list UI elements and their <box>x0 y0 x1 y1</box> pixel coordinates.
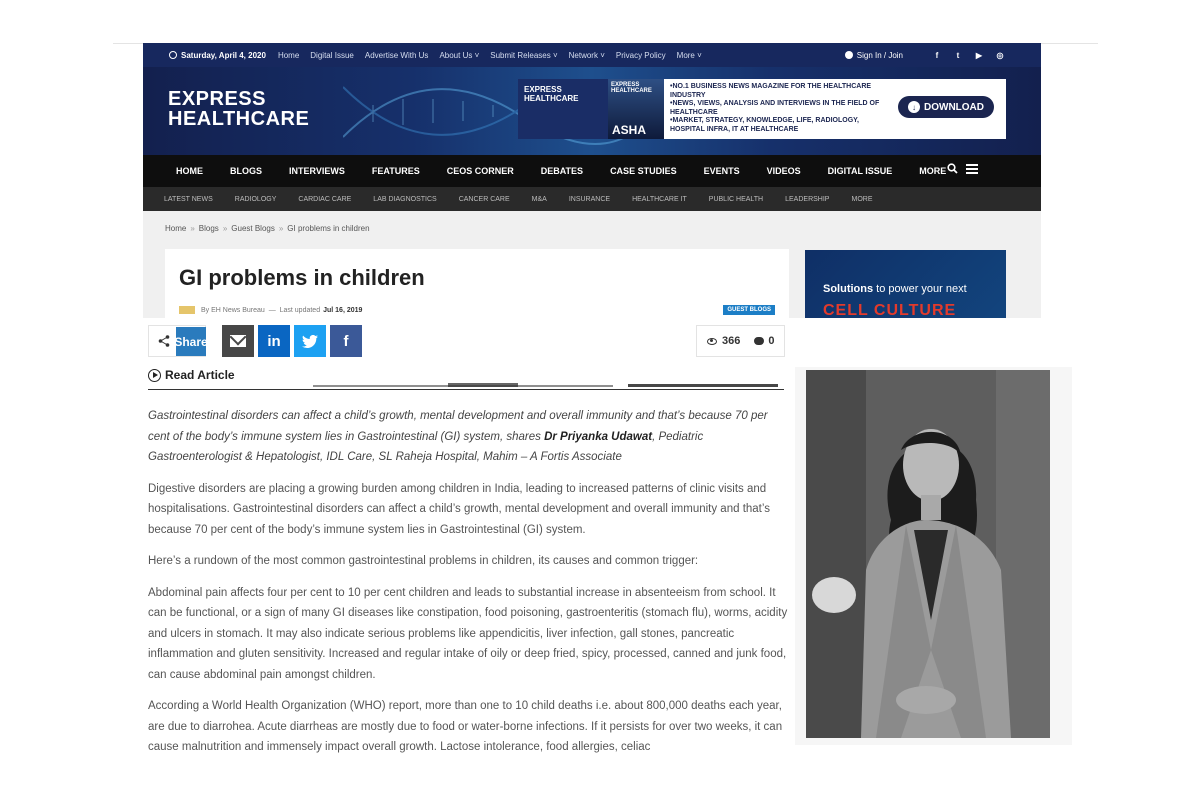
facebook-icon[interactable]: f <box>935 50 939 60</box>
subnav-insurance[interactable]: INSURANCE <box>568 195 611 203</box>
sidebar-ad-rest: to power your next <box>873 283 967 295</box>
download-label: DOWNLOAD <box>924 101 984 113</box>
breadcrumb-separator: » <box>190 224 195 233</box>
share-button[interactable] <box>148 325 206 357</box>
ad-brand-line-2: HEALTHCARE <box>524 94 579 103</box>
download-arrow-icon: ↓ <box>908 101 920 113</box>
category-tag[interactable]: GUEST BLOGS <box>723 305 775 315</box>
site-header <box>143 43 1041 318</box>
breadcrumb-guest-blogs[interactable]: Guest Blogs <box>231 224 275 233</box>
breadcrumb-separator: » <box>222 224 228 233</box>
magazine-cover <box>608 79 664 139</box>
sidebar-ad-headline: CELL CULTURE <box>823 302 957 318</box>
subnav-cardiac-care[interactable]: CARDIAC CARE <box>298 195 352 203</box>
cover-name: ASHA <box>612 123 647 137</box>
subnav-latest-news[interactable]: LATEST NEWS <box>164 195 213 203</box>
date-text: Saturday, April 4, 2020 <box>181 50 266 60</box>
search-icon[interactable] <box>947 163 958 174</box>
subnav-m-and-a[interactable]: M&A <box>531 195 547 203</box>
instagram-icon[interactable]: ◎ <box>996 50 1004 60</box>
article-header <box>165 249 789 318</box>
sidebar-ad-bold: Solutions <box>823 283 874 295</box>
breadcrumb <box>165 224 374 233</box>
user-icon <box>845 51 853 59</box>
ad-brand-line-1: EXPRESS <box>524 85 562 94</box>
author-logo <box>179 306 195 314</box>
share-label: Share <box>176 327 206 356</box>
portrait-image <box>806 370 1050 738</box>
nav-more[interactable]: MORE <box>919 166 947 176</box>
article-lead <box>148 406 788 468</box>
top-nav-digital-issue[interactable]: Digital Issue <box>310 50 354 60</box>
banner <box>143 67 1041 155</box>
logo-line-1: EXPRESS <box>168 88 266 110</box>
sub-nav <box>143 187 1041 211</box>
top-nav-submit-releases[interactable]: Submit Releases ˅ <box>490 50 558 60</box>
nav-icons <box>947 163 1005 174</box>
read-article-label: Read Article <box>165 368 235 382</box>
article-paragraph: Here’s a rundown of the most common gastrointestinal problems in children, its causes and common trigger: <box>148 555 699 567</box>
nav-debates[interactable]: DEBATES <box>540 166 584 176</box>
subnav-leadership[interactable]: LEADERSHIP <box>785 195 830 203</box>
article-stats <box>696 325 785 357</box>
article-title: GI problems in children <box>179 265 425 290</box>
waveform-baseline <box>148 389 784 390</box>
top-nav <box>278 51 713 60</box>
share-icon <box>158 335 170 347</box>
ad-bullet: • NEWS, VIEWS, ANALYSIS AND INTERVIEWS IN THE FIELD OF HEALTHCARE <box>670 100 888 117</box>
top-nav-more[interactable]: More ˅ <box>676 50 702 60</box>
date-display <box>143 51 266 60</box>
ad-bullet: • MARKET, STRATEGY, KNOWLEDGE, LIFE, RADIOLOGY, HOSPITAL INFRA, IT AT HEALTHCARE <box>670 117 888 134</box>
cover-title: EXPRESS HEALTHCARE <box>611 82 652 94</box>
breadcrumb-current: GI problems in children <box>287 224 370 233</box>
subnav-public-health[interactable]: PUBLIC HEALTH <box>708 195 764 203</box>
site-logo[interactable] <box>168 89 309 129</box>
article-body <box>148 406 788 769</box>
nav-events[interactable]: EVENTS <box>703 166 740 176</box>
lead-author-name: Dr Priyanka Udawat <box>544 430 653 443</box>
twitter-icon <box>302 335 318 348</box>
facebook-icon: f <box>343 332 349 350</box>
article-paragraph: According a World Health Organization (WHO) report, more than one to 10 child deaths i.e. about 800,000 deaths each year, are due to diarrohea. Acute diarrheas are mostly due to food or water-borne infections. If it persists for over two weeks, it can cause malnutrition and immensely impact overall growth. Lactose intolerance, food allergies, celiac <box>148 700 783 753</box>
author-photo <box>795 367 1072 745</box>
nav-ceos-corner[interactable]: CEOS CORNER <box>446 166 514 176</box>
author-prefix: By <box>201 306 210 314</box>
subnav-radiology[interactable]: RADIOLOGY <box>234 195 277 203</box>
nav-home[interactable]: HOME <box>176 166 203 176</box>
comment-icon <box>754 337 764 345</box>
ad-brand <box>518 79 608 139</box>
nav-digital-issue[interactable]: DIGITAL ISSUE <box>827 166 893 176</box>
sidebar-ad[interactable] <box>805 250 1006 318</box>
signin-label: Sign In / Join <box>856 50 903 60</box>
breadcrumb-blogs[interactable]: Blogs <box>198 224 219 233</box>
signin-link[interactable] <box>845 51 903 60</box>
updated-label: Last updated <box>279 306 321 314</box>
ad-bullet: • NO.1 BUSINESS NEWS MAGAZINE FOR THE HEALTHCARE INDUSTRY <box>670 83 888 100</box>
linkedin-share-button[interactable] <box>258 325 290 357</box>
nav-interviews[interactable]: INTERVIEWS <box>289 166 345 176</box>
top-nav-home[interactable]: Home <box>277 50 300 60</box>
comment-count[interactable]: 0 <box>768 335 775 347</box>
menu-icon[interactable] <box>966 164 978 174</box>
top-nav-privacy[interactable]: Privacy Policy <box>615 50 666 60</box>
sidebar-ad-text <box>823 283 967 295</box>
main-nav <box>143 155 1041 187</box>
top-right <box>845 43 1007 67</box>
subnav-cancer-care[interactable]: CANCER CARE <box>458 195 510 203</box>
clock-icon <box>169 51 177 59</box>
author-name[interactable]: EH News Bureau <box>211 306 265 314</box>
email-share-button[interactable] <box>222 325 254 357</box>
ad-bullets <box>664 79 894 139</box>
lead-text-2: , Pediatric Gastroenterologist & Hepatologist, IDL Care, SL Raheja Hospital, Mahim – A Fortis Associate <box>148 430 704 463</box>
download-button[interactable] <box>898 96 994 118</box>
subnav-healthcare-it[interactable]: HEALTHCARE IT <box>632 195 687 203</box>
lead-text-1: Gastrointestinal disorders can affect a child’s growth, mental development and overall immunity and that’s because 70 per cent of the body’s immune system lies in Gastrointestinal (GI) system, shares <box>148 410 768 443</box>
breadcrumb-home[interactable]: Home <box>165 224 187 233</box>
nav-features[interactable]: FEATURES <box>371 166 420 176</box>
article-meta: By EH News Bureau — Last updated Jul 16, 2019 <box>179 306 362 314</box>
eye-icon <box>707 338 717 345</box>
logo-line-2: HEALTHCARE <box>168 108 310 130</box>
twitter-icon[interactable]: t <box>956 50 960 60</box>
article-paragraph: Abdominal pain affects four per cent to 10 per cent children and leads to substantial increase in absenteeism from school. It can be functional, or a sign of many GI diseases like constipation, food poisoning, gastroenteritis (stomach flu), worms, acidity and ulcers in stomach. It may also indicate serious problems like appendicitis, liver infection, gall stones, pancreatic inflammation and gluten sensitivity. Increased and regular intake of oily or deep fried, spicy, processed, canned and junk food, can cause abdominal pain amongst children. <box>148 586 788 681</box>
youtube-icon[interactable]: ▶ <box>975 50 983 60</box>
top-nav-network[interactable]: Network ˅ <box>568 50 605 60</box>
view-count: 366 <box>722 335 741 347</box>
top-nav-about[interactable]: About Us ˅ <box>439 50 480 60</box>
photo-frame <box>806 370 1050 738</box>
top-nav-advertise[interactable]: Advertise With Us <box>364 50 429 60</box>
linkedin-icon: in <box>267 332 281 350</box>
nav-blogs[interactable]: BLOGS <box>230 166 263 176</box>
breadcrumb-separator: » <box>278 224 284 233</box>
facebook-share-button[interactable] <box>330 325 362 357</box>
banner-ad[interactable] <box>518 79 1006 139</box>
subnav-more[interactable]: MORE <box>851 195 873 203</box>
updated-date: Jul 16, 2019 <box>323 306 363 314</box>
twitter-share-button[interactable] <box>294 325 326 357</box>
article-paragraph: Digestive disorders are placing a growing burden among children in India, leading to increased patterns of clinic visits and hospitalisations. Gastrointestinal disorders can affect a child’s growth, mental development and overall immunity and that’s because 70 per cent of the body’s immune system lies in Gastrointestinal (GI) system. <box>148 482 770 536</box>
top-bar <box>143 43 1041 67</box>
nav-case-studies[interactable]: CASE STUDIES <box>610 166 677 176</box>
nav-videos[interactable]: VIDEOS <box>766 166 801 176</box>
subnav-lab-diagnostics[interactable]: LAB DIAGNOSTICS <box>373 195 437 203</box>
email-icon <box>230 335 246 347</box>
